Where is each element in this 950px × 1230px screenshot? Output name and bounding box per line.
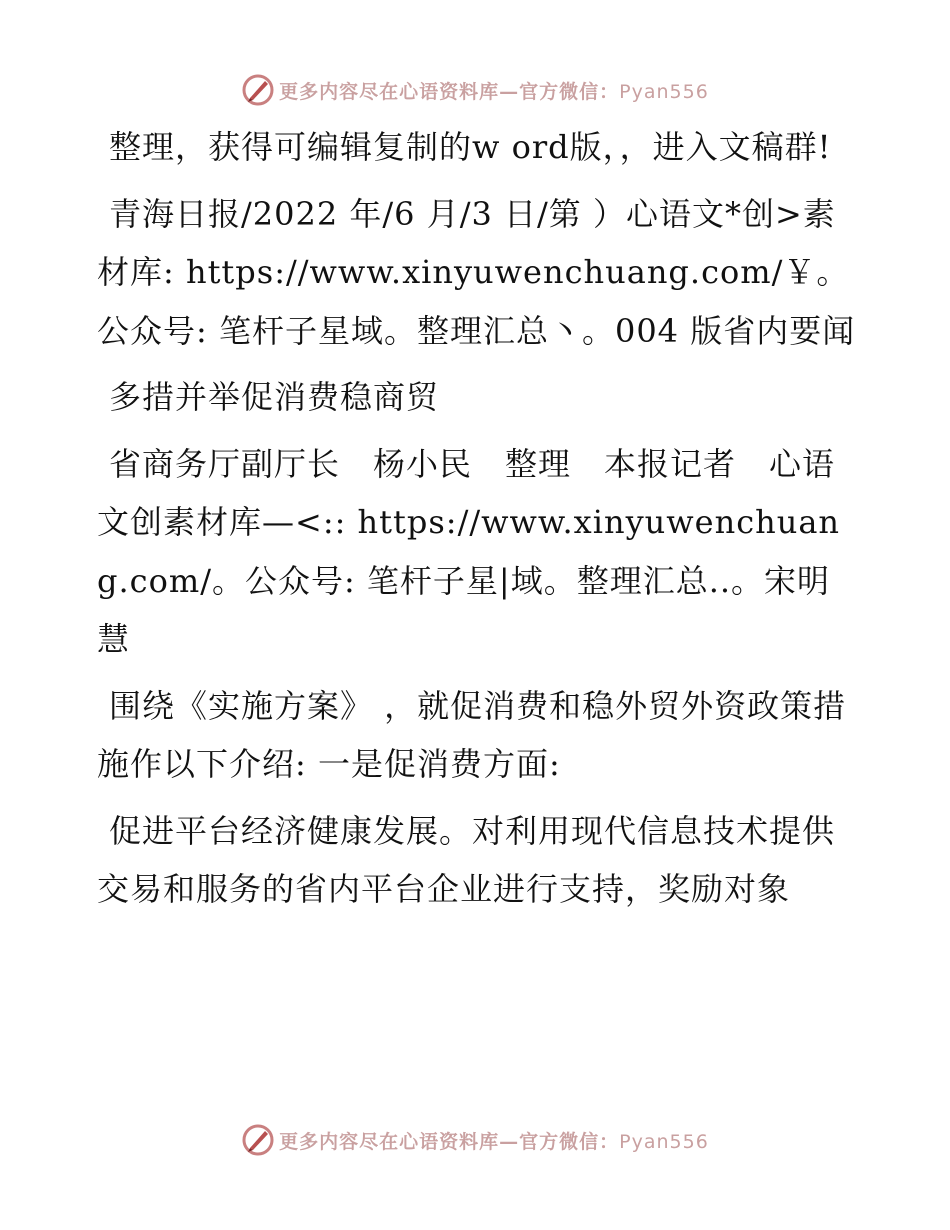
paragraph-byline: 省商务厅副厅长 杨小民 整理 本报记者 心语文创素材库—<:: https://www.xinyuwenchuang.com/。公众号: 笔杆子星|域。整理汇总..。宋明慧 [97,444,841,658]
banner-text: 更多内容尽在心语资料库—官方微信：Pyan556 [279,1130,709,1153]
footer-banner [0,1120,950,1160]
paragraph-body-1: 围绕《实施方案》 ，就促消费和稳外贸外资政策措施作以下介绍: 一是促消费方面: [97,686,847,783]
banner-text: 更多内容尽在心语资料库—官方微信：Pyan556 [279,80,709,103]
article-title: 多措并举促消费稳商贸 [109,378,440,416]
paragraph-source: 青海日报/2022 年/6 月/3 日/第 ）心语文*创>素材库: https://www.xinyuwenchuang.com/￥。公众号: 笔杆子星域。整理汇总丶。004 版省内要闻 [97,194,856,350]
quill-pen-logo-icon [241,1123,275,1157]
paragraph-body-2: 促进平台经济健康发展。对利用现代信息技术提供交易和服务的省内平台企业进行支持，奖励对象 [97,811,836,908]
paragraph-intro: 整理，获得可编辑复制的w ord版，，进入文稿群! [109,128,832,166]
quill-pen-logo-icon [241,73,275,107]
document-body [97,118,857,927]
header-banner [0,70,950,110]
